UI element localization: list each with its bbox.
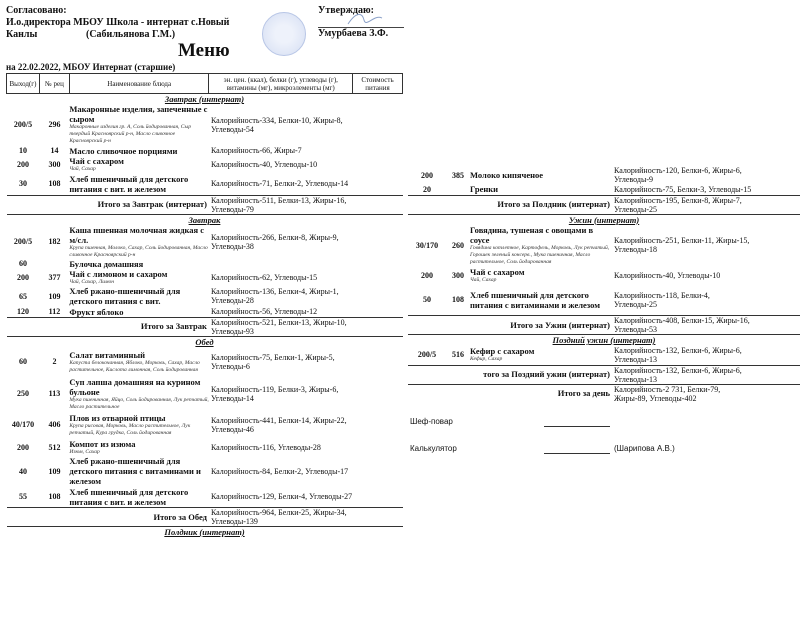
menu-table-left <box>6 73 403 537</box>
recipe-cell: 182 <box>48 237 61 246</box>
seal-stamp <box>262 12 306 56</box>
table-row <box>408 166 800 184</box>
col-name: Наименование блюда <box>69 74 209 94</box>
table-row <box>7 307 403 318</box>
ingredients: Капуста белокочанная, Яблоко, Морковь, Сахар, Масло растительное, Кислота лимонная, Соль йодированная <box>69 359 200 373</box>
nutrition-cell: Калорийность-334, Белки-10, Жиры-8, Углеводы-54 <box>210 115 343 134</box>
ingredients: Кефир, Сахар <box>470 356 503 363</box>
signature-line <box>318 10 404 28</box>
table-row <box>7 269 403 286</box>
recipe-cell: 516 <box>452 350 464 360</box>
total-nutrition: Калорийность-195, Белки-8, Жиры-7, Углеводы-25 <box>612 195 753 214</box>
recipe-cell: 385 <box>452 170 464 180</box>
table-row <box>7 173 403 195</box>
recipe-cell: 109 <box>48 291 61 301</box>
recipe-cell: 108 <box>452 295 464 305</box>
table-row <box>408 266 800 285</box>
recipe-cell: 112 <box>48 307 61 316</box>
agreed-position: И.о.директора МБОУ Школа - интернат с.Новый <box>6 17 230 28</box>
section-title: Обед <box>195 336 214 347</box>
total-row <box>7 317 403 336</box>
total-row <box>7 195 403 214</box>
nutrition-cell: Калорийность-251, Белки-11, Жиры-15, Углеводы-18 <box>614 236 750 254</box>
table-row <box>7 286 403 307</box>
chef-signature-line <box>544 418 610 427</box>
recipe-cell: 109 <box>48 466 61 476</box>
dish-name: Плов из отварной птицы <box>69 412 166 423</box>
day-total-label: Итого за день <box>557 388 610 398</box>
table-row <box>408 184 800 195</box>
total-row <box>408 195 800 214</box>
output-cell: 60 <box>18 259 27 268</box>
dish-name: Суп лапша домашняя на курином бульоне <box>69 376 201 397</box>
nutrition-cell: Калорийность-71, Белки-2, Углеводы-14 <box>210 179 349 189</box>
section-title: Завтрак <box>188 214 221 225</box>
dish-name: Чай с лимоном и сахаром <box>69 268 168 279</box>
agreed-position-2: Канлы <box>6 29 38 40</box>
output-cell: 120 <box>16 307 29 316</box>
dish-name: Чай с сахаром <box>470 266 525 277</box>
dish-name: Кефир с сахаром <box>470 346 535 357</box>
dish-name: Чай с сахаром <box>69 156 124 166</box>
nutrition-cell: Калорийность-40, Углеводы-10 <box>614 270 721 280</box>
nutrition-cell: Калорийность-441, Белки-14, Жиры-22, Углеводы-46 <box>210 415 347 434</box>
total-nutrition: Калорийность-408, Белки-15, Жиры-16, Углеводы-53 <box>612 316 753 335</box>
dish-name: Салат витаминный <box>69 349 145 360</box>
output-cell: 200 <box>421 270 433 280</box>
recipe-cell: 377 <box>48 272 61 282</box>
calc-name: (Шарипова А.В.) <box>614 444 675 453</box>
day-total-nutrition: Калорийность-2 731, Белки-79, Жиры-89, Углеводы-402 <box>614 384 721 403</box>
recipe-cell: 512 <box>48 442 61 452</box>
total-row <box>7 508 403 527</box>
output-cell: 200 <box>16 442 29 452</box>
dish-name: Хлеб пшеничный для детского питания с витаминами и железом <box>470 289 601 310</box>
dish-name: Макаронные изделия, запеченные с сыром <box>69 104 208 124</box>
recipe-cell: 113 <box>48 389 61 398</box>
nutrition-cell: Калорийность-56, Углеводы-12 <box>210 307 318 316</box>
output-cell: 30 <box>18 179 27 189</box>
output-cell: 40 <box>18 466 27 476</box>
table-row <box>7 439 403 456</box>
output-cell: 200/5 <box>13 237 33 246</box>
nutrition-cell: Калорийность-116, Углеводы-28 <box>210 442 321 452</box>
output-cell: 65 <box>18 291 27 301</box>
ingredients: Макаронные изделия гр. А, Соль йодированная, Сыр твердый Красноярский р-н, Масло сливочное Красноярский р-н <box>69 124 191 144</box>
agreed-label: Согласовано: <box>6 5 67 16</box>
nutrition-cell: Калорийность-132, Белки-6, Жиры-6, Углеводы-13 <box>614 345 742 364</box>
total-nutrition: Калорийность-964, Белки-25, Жиры-34, Углеводы-139 <box>209 508 353 527</box>
table-row <box>408 225 800 266</box>
section-title: Полдник (интернат) <box>164 527 245 537</box>
recipe-cell: 300 <box>452 270 464 280</box>
nutrition-cell: Калорийность-136, Белки-4, Жиры-1, Углеводы-28 <box>210 287 339 305</box>
section-title: Завтрак (интернат) <box>164 94 245 104</box>
recipe-cell <box>39 259 69 269</box>
menu-table-right <box>408 166 800 403</box>
col-cost: Стоимость питания <box>353 74 403 94</box>
nutrition-cell: Калорийность-66, Жиры-7 <box>210 146 302 155</box>
ingredients: Чай, Сахар <box>470 276 497 283</box>
output-cell: 200/5 <box>13 120 33 129</box>
table-row <box>408 345 800 365</box>
col-recipe: № рец <box>39 74 69 94</box>
output-cell: 30/170 <box>415 240 439 250</box>
table-row <box>7 104 403 145</box>
dish-name: Фрукт яблоко <box>69 306 124 317</box>
ingredients: Мука пшеничная, Яйцо, Соль йодированная, Лук репчатый, Масло растительное <box>69 396 209 410</box>
ingredients: Изюм, Сахар <box>69 448 100 455</box>
output-cell: 200/5 <box>417 350 437 360</box>
output-cell: 200 <box>16 160 29 169</box>
ingredients: Чай, Сахар <box>69 166 96 172</box>
recipe-cell: 2 <box>52 357 57 366</box>
menu-date: на 22.02.2022, МБОУ Интернат (старшие) <box>6 62 176 72</box>
output-cell: 60 <box>18 357 27 366</box>
total-nutrition: Калорийность-521, Белки-13, Жиры-10, Углеводы-93 <box>209 317 353 336</box>
ingredients: Чай, Сахар, Лимон <box>69 278 114 285</box>
calc-signature-line <box>544 445 610 454</box>
nutrition-cell: Калорийность-75, Белки-3, Углеводы-15 <box>614 184 752 194</box>
dish-name: Хлеб пшеничный для детского питания с вит. и железом <box>69 486 189 507</box>
output-cell: 10 <box>18 146 27 155</box>
day-total-row <box>408 384 800 403</box>
recipe-cell: 406 <box>48 420 61 429</box>
table-row <box>7 456 403 487</box>
table-row <box>7 377 403 411</box>
total-nutrition: Калорийность-511, Белки-13, Жиры-16, Углеводы-79 <box>209 195 353 214</box>
nutrition-cell: Калорийность-129, Белки-4, Углеводы-27 <box>210 492 353 502</box>
chef-label: Шеф-повар <box>410 417 453 426</box>
dish-name: Компот из изюма <box>69 438 136 449</box>
recipe-cell: 296 <box>48 120 61 129</box>
total-nutrition: Калорийность-132, Белки-6, Жиры-6, Углеводы-13 <box>612 365 753 384</box>
approve-label: Утверждаю: <box>318 5 374 16</box>
table-row <box>7 347 403 377</box>
table-row <box>408 285 800 316</box>
ingredients: Крупа пшенная, Молоко, Сахар, Соль йодированная, Масло сливочное Красноярский р-н <box>69 244 208 258</box>
dish-name: Гренки <box>470 184 499 195</box>
output-cell: 250 <box>16 389 29 398</box>
output-cell: 40/170 <box>11 420 35 429</box>
recipe-cell: 260 <box>452 240 464 250</box>
approve-name: Умурбаева З.Ф. <box>318 28 389 39</box>
dish-name: Хлеб ржано-пшеничный для детского питания с вит. <box>69 286 181 306</box>
ingredients: Говядина котлетное, Картофель, Морковь, Лук репчатый, Горошек зеленый консерв., Мука пшеничная, Масло растительное, Соль йодированная <box>470 244 610 265</box>
table-row <box>7 411 403 439</box>
dish-name: Говядина, тушеная с овощами в соусе <box>470 224 594 245</box>
nutrition-cell: Калорийность-62, Углеводы-15 <box>210 272 318 282</box>
total-row <box>408 365 800 384</box>
total-label: Итого за Полдник (интернат) <box>408 195 612 214</box>
page-title: Меню <box>178 40 230 61</box>
dish-name: Хлеб ржано-пшеничный для детского питания с витаминами и железом <box>69 456 201 486</box>
nutrition-cell: Калорийность-119, Белки-3, Жиры-6, Углеводы-14 <box>210 384 339 403</box>
output-cell: 50 <box>423 295 431 305</box>
recipe-cell: 14 <box>50 146 59 155</box>
total-label: Итого за Завтрак <box>7 317 209 336</box>
dish-name: Каша пшенная молочная жидкая с м/сл. <box>69 224 205 245</box>
nutrition-cell: Калорийность-266, Белки-8, Жиры-9, Углеводы-38 <box>210 232 339 251</box>
col-output: Выход(г) <box>7 74 40 94</box>
dish-name: Масло сливочное порциями <box>69 145 178 156</box>
section-title: Ужин (интернат) <box>568 214 640 225</box>
recipe-cell: 300 <box>48 160 61 169</box>
dish-name: Молоко кипяченое <box>470 170 544 180</box>
total-label: Итого за Ужин (интернат) <box>408 316 612 335</box>
nutrition-cell: Калорийность-40, Углеводы-10 <box>210 160 318 169</box>
calc-label: Калькулятор <box>410 444 457 453</box>
table-row <box>7 145 403 156</box>
total-row <box>408 316 800 335</box>
nutrition-cell: Калорийность-120, Белки-6, Жиры-6, Углеводы-9 <box>614 166 742 184</box>
agreed-name: (Сабильянова Г.М.) <box>86 29 176 40</box>
col-nutrition: эн. цен. (ккал), белки (г), углеводы (г), витамины (мг), микроэлементы (мг) <box>209 74 353 94</box>
ingredients: Крупа рисовая, Морковь, Масло растительное, Лук репчатый, Кура грудка, Соль йодированная <box>69 422 191 436</box>
output-cell: 55 <box>18 492 27 502</box>
recipe-cell <box>446 184 470 195</box>
recipe-cell: 108 <box>48 492 61 502</box>
table-row <box>7 156 403 173</box>
table-row <box>7 259 403 269</box>
total-label: Итого за Обед <box>7 508 209 527</box>
total-label: того за Поздний ужин (интернат) <box>408 365 612 384</box>
output-cell: 20 <box>423 184 431 194</box>
nutrition-cell: Калорийность-75, Белки-1, Жиры-5, Углеводы-6 <box>210 352 335 371</box>
recipe-cell: 108 <box>48 179 61 189</box>
section-title: Поздний ужин (интернат) <box>552 335 656 345</box>
nutrition-cell: Калорийность-84, Белки-2, Углеводы-17 <box>210 466 349 476</box>
table-row <box>7 225 403 259</box>
table-row <box>7 487 403 508</box>
output-cell: 200 <box>421 170 433 180</box>
dish-name: Булочка домашняя <box>69 258 144 269</box>
table-header <box>7 74 403 94</box>
nutrition-cell: Калорийность-118, Белки-4, Углеводы-25 <box>614 290 710 309</box>
dish-name: Хлеб пшеничный для детского питания с вит. и железом <box>69 173 189 194</box>
output-cell: 200 <box>16 272 29 282</box>
total-label: Итого за Завтрак (интернат) <box>7 195 209 214</box>
